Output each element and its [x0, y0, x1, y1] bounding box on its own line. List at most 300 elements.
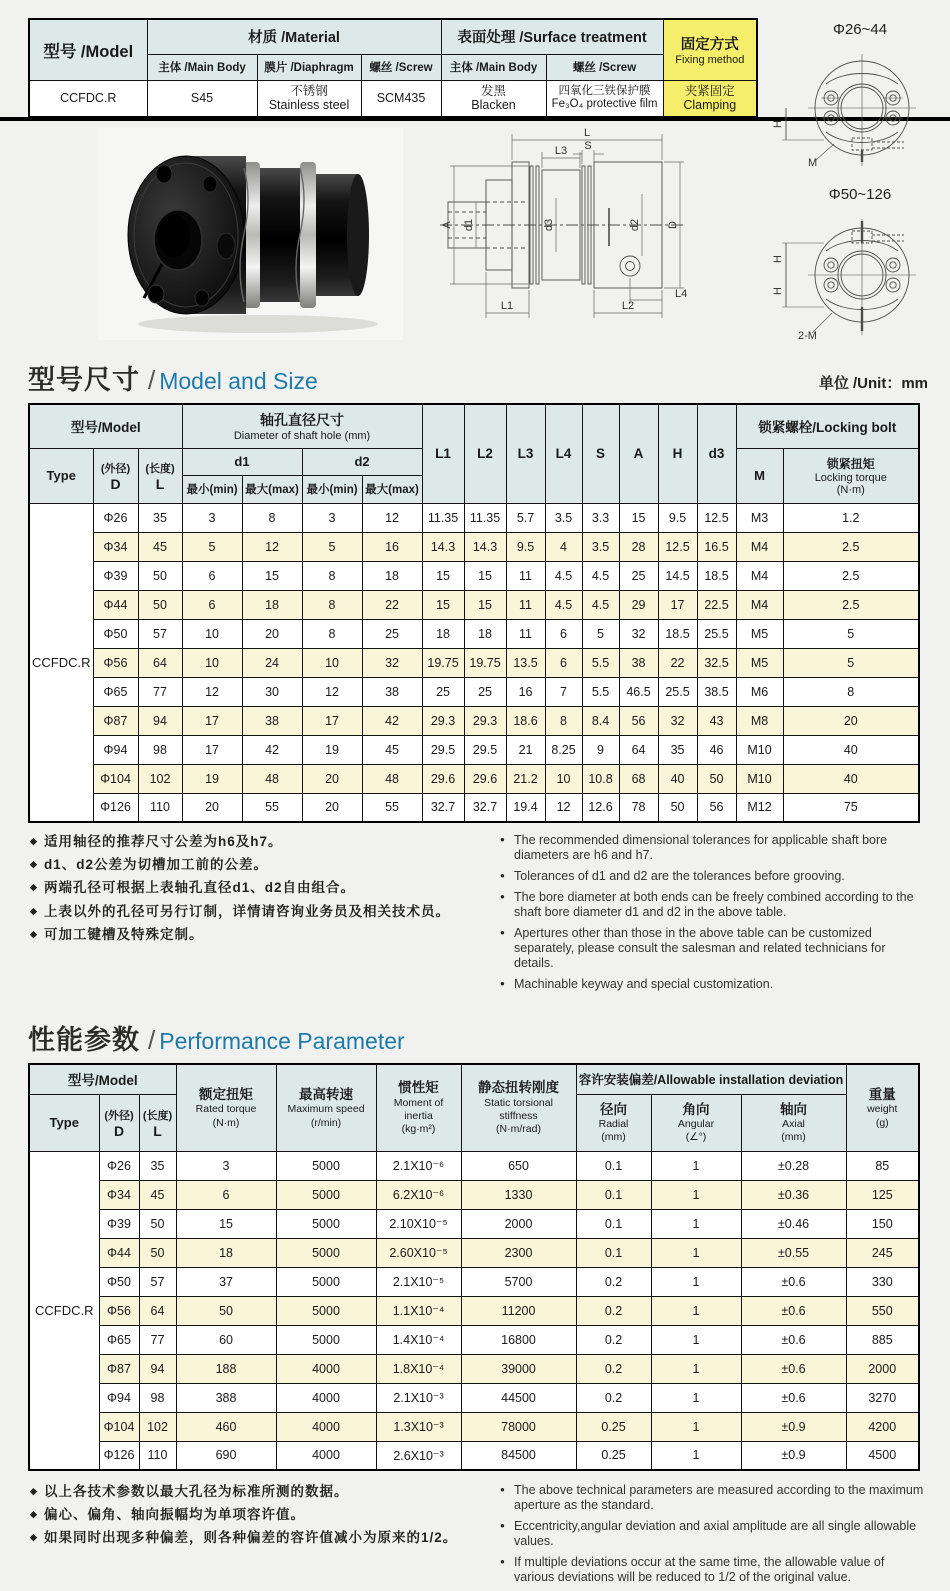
table-cell: 17	[302, 706, 362, 735]
bullet-icon: ●	[500, 835, 505, 844]
fixing-en: Clamping	[683, 98, 737, 113]
front-view-large-title: Φ50~126	[828, 186, 892, 203]
table-cell: 0.25	[576, 1441, 651, 1470]
dim-d1: d1	[463, 218, 475, 232]
table-row	[29, 793, 919, 822]
table-cell: 64	[619, 735, 658, 764]
table-cell: 2.10X10⁻⁵	[376, 1209, 461, 1238]
table-cell: 18	[242, 590, 302, 619]
table-cell: 14.5	[658, 561, 697, 590]
note-item	[30, 1506, 482, 1524]
dim-d3: d3	[543, 218, 555, 232]
size-notes-cn	[30, 833, 482, 998]
bullet-icon: ●	[500, 1485, 505, 1494]
note-text: The recommended dimensional tolerances for applicable shaft bore diameters are h6 and h7.	[514, 833, 888, 862]
table-cell: 77	[138, 677, 182, 706]
table-cell: 18.5	[658, 619, 697, 648]
table-cell: Φ65	[99, 1325, 139, 1354]
table-cell: 43	[697, 706, 736, 735]
size-section-title	[28, 358, 318, 397]
table-cell: 1.4X10⁻⁴	[376, 1325, 461, 1354]
table-cell: 21.2	[506, 764, 545, 793]
bullet-icon: ●	[500, 871, 505, 880]
col-A: A	[619, 404, 658, 503]
note-item	[500, 1519, 928, 1549]
table-cell: 15	[464, 561, 506, 590]
table-cell: 0.2	[576, 1383, 651, 1412]
table-cell: 1	[651, 1383, 741, 1412]
spec-sub-diaphragm: 膜片 /Diaphragm	[257, 54, 361, 80]
table-cell: 4200	[846, 1412, 919, 1441]
spec-fixing-value	[663, 80, 757, 117]
table-cell: 5.5	[582, 677, 619, 706]
top-section	[0, 0, 950, 342]
l-letter: L	[153, 1122, 162, 1139]
table-cell: 39000	[461, 1354, 576, 1383]
table-cell: Φ39	[99, 1209, 139, 1238]
table-cell: 5700	[461, 1267, 576, 1296]
spec-sub-main-body: 主体 /Main Body	[147, 54, 257, 80]
bullet-icon: ●	[500, 928, 505, 937]
table-cell: M5	[736, 648, 783, 677]
spec-model-value: CCFDC.R	[29, 80, 147, 117]
table-cell: 14.3	[464, 532, 506, 561]
table-cell: 94	[139, 1354, 176, 1383]
col-axial	[741, 1094, 846, 1151]
table-cell: 110	[138, 793, 182, 822]
table-cell: 18	[464, 619, 506, 648]
col-H: H	[658, 404, 697, 503]
front-view-large-h-bottom: H	[772, 287, 784, 295]
col-locking-torque	[783, 448, 919, 503]
table-cell: 24	[242, 648, 302, 677]
table-cell: 29.5	[422, 735, 464, 764]
inertia-en: Moment of inertia	[393, 1096, 444, 1122]
front-view-small-m: M	[808, 157, 818, 169]
table-cell: 0.2	[576, 1267, 651, 1296]
table-cell: 35	[658, 735, 697, 764]
table-cell: ±0.36	[741, 1180, 846, 1209]
front-view-small	[772, 18, 944, 176]
table-cell: 42	[362, 706, 422, 735]
table-cell: 16800	[461, 1325, 576, 1354]
speed-cn: 最高转速	[299, 1086, 354, 1102]
bullet-icon: ◆	[30, 928, 38, 939]
table-cell: 12	[182, 677, 242, 706]
angular-en: Angular	[677, 1118, 715, 1131]
table-cell: Φ87	[93, 706, 138, 735]
table-cell: 25	[464, 677, 506, 706]
table-cell: 1330	[461, 1180, 576, 1209]
table-cell: 11	[506, 561, 545, 590]
col-L2: L2	[464, 404, 506, 503]
table-cell: Φ126	[99, 1441, 139, 1470]
col-d3: d3	[697, 404, 736, 503]
table-cell: Φ104	[99, 1412, 139, 1441]
table-cell: 12	[302, 677, 362, 706]
table-cell: 20	[302, 764, 362, 793]
table-cell: 29.6	[464, 764, 506, 793]
table-cell: ±0.6	[741, 1325, 846, 1354]
table-cell: 57	[139, 1267, 176, 1296]
bullet-icon: ◆	[30, 836, 38, 846]
note-item	[30, 1529, 482, 1547]
table-cell: 8	[302, 619, 362, 648]
table-cell: 110	[139, 1441, 176, 1470]
unit-label: 单位 /Unit：mm	[818, 375, 928, 392]
col-stiffness	[461, 1064, 576, 1151]
table-cell: 42	[242, 735, 302, 764]
table-cell: 13.5	[506, 648, 545, 677]
table-row	[29, 1209, 919, 1238]
inertia-cn: 惯性矩	[398, 1080, 439, 1096]
note-item	[30, 926, 482, 944]
table-cell: 94	[138, 706, 182, 735]
col-type: Type	[29, 448, 93, 503]
spec-sub-screw: 螺丝 /Screw	[361, 54, 441, 80]
table-cell: 4.5	[545, 561, 582, 590]
perf-section-title	[28, 1018, 405, 1057]
table-cell: 690	[176, 1441, 276, 1470]
table-cell: 38	[619, 648, 658, 677]
table-cell: 78	[619, 793, 658, 822]
table-row	[29, 561, 919, 590]
col-rated-torque	[176, 1064, 276, 1151]
axial-cn: 轴向	[780, 1101, 808, 1117]
table-cell: 32.5	[697, 648, 736, 677]
table-cell: 1.3X10⁻³	[376, 1412, 461, 1441]
note-item	[30, 856, 482, 874]
surface-screw-cn: 四氧化三铁保护膜	[558, 85, 651, 98]
fixing-method-en: Fixing method	[675, 54, 745, 67]
spec-surface-main-value	[441, 80, 546, 117]
note-text: d1、d2公差为切槽加工前的公差。	[44, 857, 269, 873]
table-cell: 45	[139, 1180, 176, 1209]
col-d2: d2	[302, 448, 422, 475]
table-cell: 7	[545, 677, 582, 706]
torque-unit: (N·m)	[836, 484, 865, 496]
table-cell: 5	[783, 619, 919, 648]
perf-notes-cn	[30, 1483, 482, 1591]
table-cell: 37	[176, 1267, 276, 1296]
bullet-icon: ●	[500, 1557, 505, 1566]
table-cell: 85	[846, 1151, 919, 1180]
table-row	[29, 619, 919, 648]
dim-S: S	[584, 140, 592, 152]
note-text: Tolerances of d1 and d2 are the tolerances before grooving.	[514, 869, 845, 883]
col-D	[99, 1094, 139, 1151]
note-item	[500, 869, 928, 884]
table-cell: 50	[697, 764, 736, 793]
col-L1: L1	[422, 404, 464, 503]
shaft-group-cn: 轴孔直径尺寸	[260, 412, 345, 429]
col-L3: L3	[506, 404, 545, 503]
col-M: M	[736, 448, 783, 503]
table-cell: 16	[362, 532, 422, 561]
table-cell: Φ44	[93, 590, 138, 619]
stiffness-unit: (N·m/rad)	[496, 1123, 541, 1136]
table-cell: 38.5	[697, 677, 736, 706]
surface-screw-en: Fe₃O₄ protective film	[551, 98, 658, 111]
perf-notes	[30, 1483, 928, 1591]
table-cell: ±0.6	[741, 1267, 846, 1296]
col-radial	[576, 1094, 651, 1151]
speed-unit: (r/min)	[310, 1116, 342, 1129]
perf-section-head	[28, 1018, 928, 1057]
table-cell: 0.1	[576, 1151, 651, 1180]
table-row	[29, 735, 919, 764]
note-text: Eccentricity,angular deviation and axial amplitude are all single allowable values.	[514, 1519, 917, 1548]
table-cell: M12	[736, 793, 783, 822]
weight-en: weight	[867, 1103, 898, 1116]
table-cell: 25	[422, 677, 464, 706]
table-cell: 29.5	[464, 735, 506, 764]
title-slash: /	[148, 1025, 156, 1055]
table-cell: M8	[736, 706, 783, 735]
table-cell: 20	[182, 793, 242, 822]
table-row	[29, 503, 919, 532]
table-cell: 15	[422, 561, 464, 590]
table-cell: 46.5	[619, 677, 658, 706]
table-cell: ±0.6	[741, 1354, 846, 1383]
note-text: 适用轴径的推荐尺寸公差为h6及h7。	[44, 834, 283, 849]
spec-col-surface: 表面处理 /Surface treatment	[441, 19, 663, 54]
table-cell: 98	[138, 735, 182, 764]
table-cell: 16	[506, 677, 545, 706]
note-item	[500, 833, 928, 863]
table-cell: 50	[138, 590, 182, 619]
perf-notes-en	[500, 1483, 928, 1591]
table-cell: M6	[736, 677, 783, 706]
perf-table-body	[29, 1151, 919, 1470]
table-row	[29, 1354, 919, 1383]
title-slash: /	[148, 365, 156, 395]
table-cell: 5000	[276, 1296, 376, 1325]
size-group-model: 型号/Model	[29, 404, 182, 448]
table-cell: Φ26	[93, 503, 138, 532]
note-item	[500, 1483, 928, 1513]
table-cell: 1	[651, 1267, 741, 1296]
table-cell: 12.5	[658, 532, 697, 561]
spec-col-material: 材质 /Material	[147, 19, 441, 54]
table-cell: M5	[736, 619, 783, 648]
col-inertia	[376, 1064, 461, 1151]
size-table-body	[29, 503, 919, 822]
table-cell: 4500	[846, 1441, 919, 1470]
col-max-speed	[276, 1064, 376, 1151]
table-cell: 1.8X10⁻⁴	[376, 1354, 461, 1383]
side-view-drawing	[428, 120, 760, 340]
table-cell: 29	[619, 590, 658, 619]
note-item	[30, 879, 482, 897]
l-letter: L	[155, 475, 165, 492]
fixing-method-cn: 固定方式	[680, 37, 739, 54]
size-group-shaft	[182, 404, 422, 448]
table-cell: 21	[506, 735, 545, 764]
col-weight	[846, 1064, 919, 1151]
spec-col-model: 型号 /Model	[29, 19, 147, 80]
table-cell: 2.5	[783, 532, 919, 561]
d-cn: (外径)	[104, 1109, 134, 1122]
table-cell: 19.75	[422, 648, 464, 677]
table-cell: Φ104	[93, 764, 138, 793]
table-cell: 19	[182, 764, 242, 793]
table-cell: M10	[736, 764, 783, 793]
table-cell: 4000	[276, 1383, 376, 1412]
size-title-en: Model and Size	[159, 368, 318, 394]
dim-L2: L2	[621, 300, 635, 312]
table-cell: 102	[138, 764, 182, 793]
spec-sub-surface-screw: 螺丝 /Screw	[546, 54, 663, 80]
radial-cn: 径向	[600, 1101, 628, 1117]
bullet-icon: ●	[500, 892, 505, 901]
d-cn: (外径)	[100, 462, 131, 475]
note-item	[30, 1483, 482, 1501]
table-cell: 50	[138, 561, 182, 590]
dim-A: A	[441, 221, 453, 229]
table-cell: 68	[619, 764, 658, 793]
table-cell: 12.5	[697, 503, 736, 532]
table-cell: 4.5	[582, 561, 619, 590]
table-cell: 15	[464, 590, 506, 619]
table-cell: ±0.46	[741, 1209, 846, 1238]
table-cell: 9	[582, 735, 619, 764]
table-cell: 0.2	[576, 1296, 651, 1325]
table-cell: 78000	[461, 1412, 576, 1441]
table-cell: 64	[138, 648, 182, 677]
table-cell: 55	[242, 793, 302, 822]
table-cell: 1	[651, 1354, 741, 1383]
table-cell: 56	[619, 706, 658, 735]
table-cell: 0.25	[576, 1412, 651, 1441]
table-cell: Φ50	[99, 1267, 139, 1296]
table-cell: 3	[176, 1151, 276, 1180]
table-cell: Φ87	[99, 1354, 139, 1383]
note-text: The above technical parameters are measured according to the maximum aperture as the standard.	[514, 1483, 924, 1512]
table-cell: 12	[545, 793, 582, 822]
table-cell: 330	[846, 1267, 919, 1296]
table-cell: 1	[651, 1412, 741, 1441]
front-views	[772, 18, 944, 352]
rated-cn: 额定扭矩	[199, 1086, 254, 1102]
table-cell: ±0.9	[741, 1441, 846, 1470]
table-cell: 1	[651, 1180, 741, 1209]
table-cell: ±0.6	[741, 1296, 846, 1325]
col-L	[138, 448, 182, 503]
table-cell: 0.2	[576, 1354, 651, 1383]
table-cell: 20	[783, 706, 919, 735]
table-cell: 50	[139, 1238, 176, 1267]
table-cell: 98	[139, 1383, 176, 1412]
table-cell: 2000	[461, 1209, 576, 1238]
table-cell: 9.5	[506, 532, 545, 561]
table-cell: 1	[651, 1325, 741, 1354]
table-cell: 22	[658, 648, 697, 677]
table-cell: 0.1	[576, 1209, 651, 1238]
bullet-icon: ◆	[30, 1486, 38, 1496]
table-cell: 28	[619, 532, 658, 561]
front-view-large	[772, 183, 944, 347]
table-cell: ±0.55	[741, 1238, 846, 1267]
table-cell: 10	[302, 648, 362, 677]
size-table	[28, 403, 920, 823]
diaphragm-en: Stainless steel	[268, 98, 350, 113]
table-cell: 18	[422, 619, 464, 648]
table-cell: 19.4	[506, 793, 545, 822]
table-cell: 460	[176, 1412, 276, 1441]
size-title-cn: 型号尺寸	[28, 365, 140, 395]
bullet-icon: ◆	[30, 1532, 38, 1543]
table-cell: 64	[139, 1296, 176, 1325]
table-cell: 29.3	[422, 706, 464, 735]
table-cell: 245	[846, 1238, 919, 1267]
table-cell: 2.1X10⁻⁶	[376, 1151, 461, 1180]
table-cell: 650	[461, 1151, 576, 1180]
col-d2-max: 最大(max)	[362, 475, 422, 503]
table-cell: 40	[658, 764, 697, 793]
product-photo	[98, 128, 403, 340]
table-cell: 1	[651, 1151, 741, 1180]
l-cn: (长度)	[142, 1109, 173, 1122]
table-cell: ±0.28	[741, 1151, 846, 1180]
col-D	[93, 448, 138, 503]
table-cell: 40	[783, 764, 919, 793]
table-cell: 1	[651, 1296, 741, 1325]
spec-diaphragm-value	[257, 80, 361, 117]
fixing-cn: 夹紧固定	[684, 83, 735, 98]
table-cell: 5.5	[582, 648, 619, 677]
stiffness-en: Static torsional stiffness	[484, 1096, 553, 1122]
table-cell: 4000	[276, 1354, 376, 1383]
axial-en: Axial	[782, 1118, 805, 1131]
table-cell: 12	[362, 503, 422, 532]
speed-en: Maximum speed	[287, 1103, 365, 1116]
d-letter: D	[113, 1122, 125, 1139]
surface-main-cn: 发黑	[481, 83, 507, 98]
table-cell: 5	[582, 619, 619, 648]
shaft-group-en: Diameter of shaft hole (mm)	[233, 430, 371, 443]
table-row	[29, 1441, 919, 1470]
bullet-icon: ◆	[30, 859, 38, 870]
table-cell: 17	[182, 706, 242, 735]
col-type: Type	[29, 1094, 99, 1151]
table-cell: 6.2X10⁻⁶	[376, 1180, 461, 1209]
table-cell: 48	[362, 764, 422, 793]
radial-en: Radial	[598, 1118, 629, 1131]
table-cell: 18.5	[697, 561, 736, 590]
table-cell: 29.6	[422, 764, 464, 793]
stiffness-cn: 静态扭转刚度	[478, 1080, 560, 1096]
perf-table	[28, 1063, 920, 1471]
weight-cn: 重量	[868, 1086, 896, 1102]
table-cell: 4.5	[582, 590, 619, 619]
table-cell: Φ34	[99, 1180, 139, 1209]
table-cell: 48	[242, 764, 302, 793]
surface-main-en: Blacken	[471, 98, 516, 113]
table-cell: 2.60X10⁻⁵	[376, 1238, 461, 1267]
col-d1: d1	[182, 448, 302, 475]
radial-unit: (mm)	[601, 1131, 626, 1144]
table-cell: M10	[736, 735, 783, 764]
table-cell: 15	[242, 561, 302, 590]
table-cell: 11.35	[464, 503, 506, 532]
table-cell: 14.3	[422, 532, 464, 561]
table-cell: 32	[658, 706, 697, 735]
perf-group-deviation: 容许安装偏差/Allowable installation deviation	[576, 1064, 846, 1094]
d-letter: D	[110, 475, 121, 492]
table-cell: 1	[651, 1238, 741, 1267]
col-angular	[651, 1094, 741, 1151]
